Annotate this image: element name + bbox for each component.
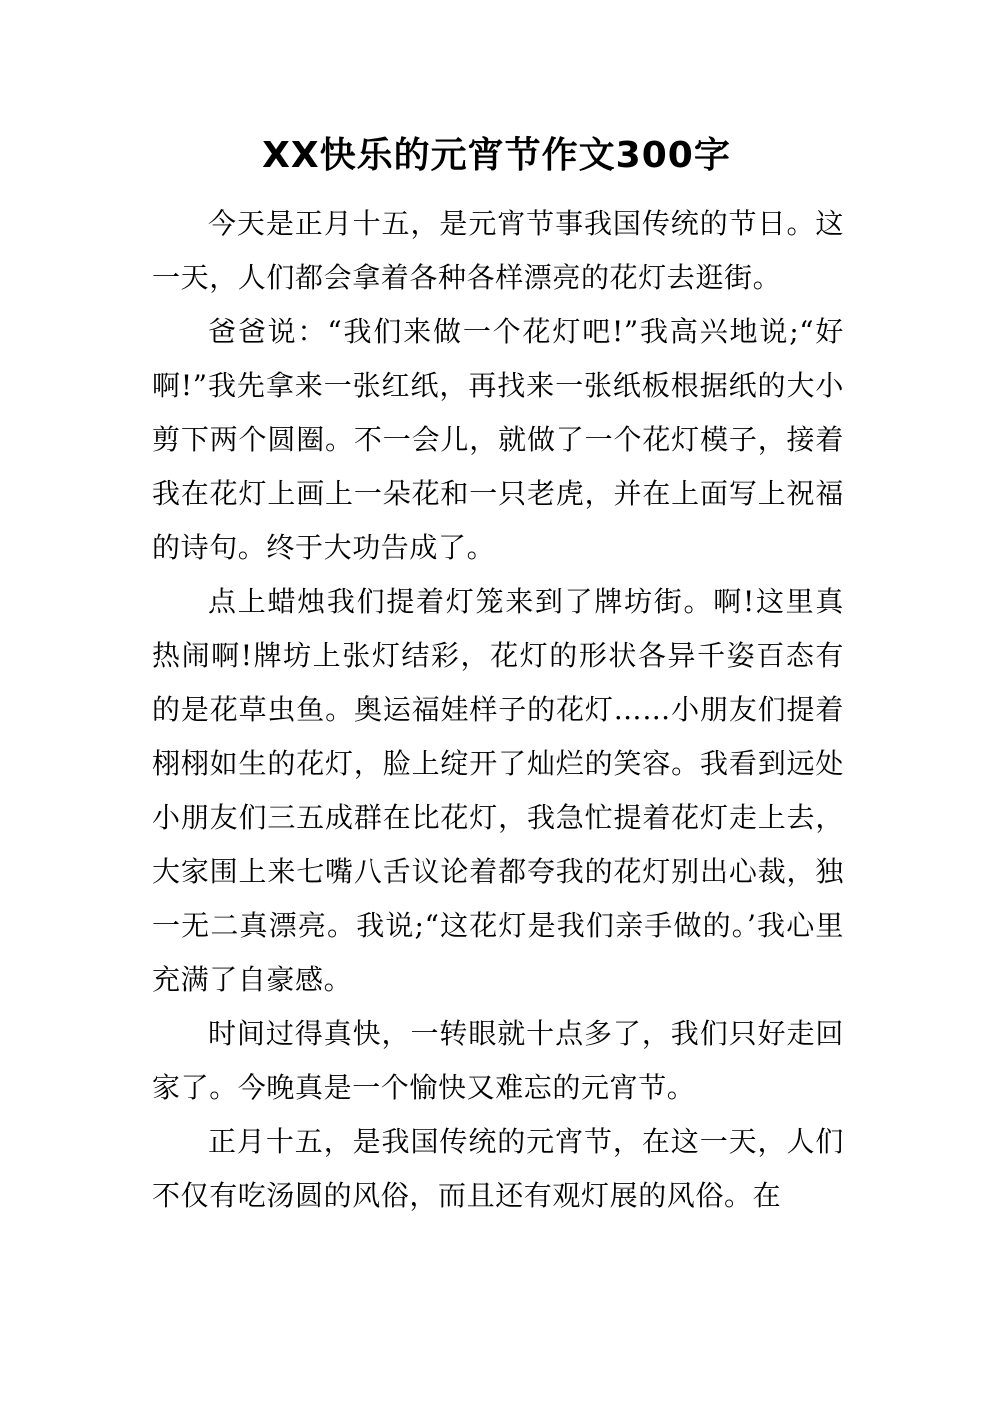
paragraph-1: 今天是正月十五，是元宵节事我国传统的节日。这一天，人们都会拿着各种各样漂亮的花灯去逛街。 — [152, 207, 844, 294]
paragraph-5: 正月十五，是我国传统的元宵节，在这一天，人们不仅有吃汤圆的风俗，而且还有观灯展的风俗。在 — [152, 1125, 844, 1212]
paragraph-4: 时间过得真快，一转眼就十点多了，我们只好走回家了。今晚真是一个愉快又难忘的元宵节。 — [152, 1017, 844, 1104]
document-title: XX快乐的元宵节作文300字 — [262, 135, 731, 176]
document-body — [152, 197, 844, 1223]
paragraph-3: 点上蜡烛我们提着灯笼来到了牌坊街。啊!这里真热闹啊!牌坊上张灯结彩，花灯的形状各异千姿百态有的是花草虫鱼。奥运福娃样子的花灯……小朋友们提着栩栩如生的花灯，脸上绽开了灿烂的笑容。我看到远处小朋友们三五成群在比花灯，我急忙提着花灯走上去，大家围上来七嘴八舌议论着都夸我的花灯别出心裁，独一无二真漂亮。我说;“这花灯是我们亲手做的。’我心里充满了自豪感。 — [152, 585, 844, 996]
paragraph-2: 爸爸说：“我们来做一个花灯吧!”我高兴地说;“好啊!”我先拿来一张红纸，再找来一张纸板根据纸的大小剪下两个圆圈。不一会儿，就做了一个花灯模子，接着我在花灯上画上一朵花和一只老虎，并在上面写上祝福的诗句。终于大功告成了。 — [152, 315, 844, 564]
